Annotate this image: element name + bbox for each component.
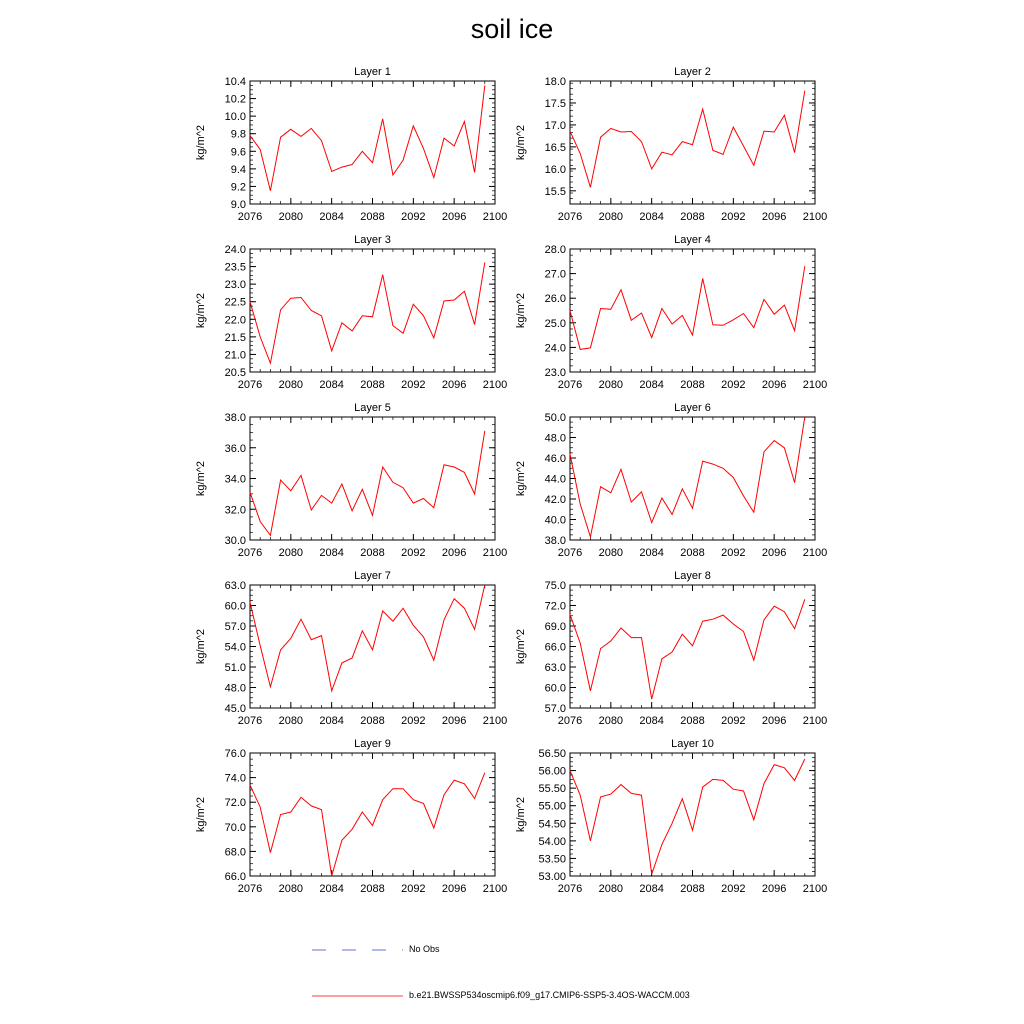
x-tick-label: 2100 [802, 883, 828, 895]
x-tick-label: 2076 [557, 547, 583, 559]
x-tick-label: 2084 [319, 715, 344, 727]
x-tick-label: 2092 [721, 379, 746, 391]
y-tick-label: 55.50 [538, 783, 566, 796]
y-tick-label: 51.0 [224, 662, 246, 674]
x-tick-label: 2096 [441, 211, 467, 223]
y-tick-label: 36.0 [224, 442, 246, 455]
x-tick-label: 2092 [401, 379, 426, 391]
x-tick-label: 2092 [401, 883, 426, 895]
panel-title: Layer 10 [671, 738, 714, 750]
y-tick-label: 28.0 [544, 244, 566, 256]
figure-title: soil ice [470, 14, 554, 44]
x-tick-label: 2080 [278, 715, 304, 727]
y-tick-label: 53.50 [538, 853, 566, 866]
y-axis-label: kg/m^2 [515, 292, 527, 329]
legend-obs-label: No Obs [409, 944, 440, 954]
y-tick-label: 30.0 [224, 535, 246, 547]
y-tick-label: 15.5 [544, 185, 566, 198]
y-axis-label: kg/m^2 [195, 460, 207, 497]
y-tick-label: 63.0 [544, 662, 566, 674]
x-tick-label: 2076 [237, 379, 263, 391]
x-tick-label: 2076 [557, 883, 583, 895]
y-tick-label: 56.00 [538, 765, 566, 778]
x-tick-label: 2088 [680, 547, 705, 559]
x-tick-label: 2096 [761, 379, 787, 391]
y-tick-label: 48.0 [224, 682, 246, 695]
x-tick-label: 2080 [278, 211, 304, 223]
panel-title: Layer 9 [354, 738, 391, 750]
y-tick-label: 24.0 [544, 342, 566, 355]
y-tick-label: 45.0 [224, 703, 246, 715]
x-tick-label: 2096 [441, 715, 467, 727]
x-tick-label: 2076 [557, 715, 583, 727]
x-tick-label: 2092 [721, 211, 746, 223]
y-tick-label: 17.5 [544, 97, 566, 110]
y-tick-label: 34.0 [224, 473, 246, 486]
y-tick-label: 9.4 [230, 163, 246, 176]
x-tick-label: 2096 [761, 211, 787, 223]
x-tick-label: 2084 [319, 379, 344, 391]
x-tick-label: 2092 [721, 715, 746, 727]
x-tick-label: 2080 [598, 715, 624, 727]
panel-title: Layer 4 [674, 234, 711, 246]
y-tick-label: 24.0 [224, 244, 246, 256]
y-tick-label: 42.0 [544, 494, 566, 506]
y-tick-label: 10.2 [224, 93, 246, 106]
y-tick-label: 72.0 [544, 600, 566, 613]
y-tick-label: 23.0 [224, 279, 246, 292]
panel-title: Layer 1 [354, 66, 391, 78]
y-tick-label: 50.0 [544, 412, 566, 424]
y-tick-label: 9.2 [230, 181, 246, 194]
y-axis-label: kg/m^2 [515, 796, 527, 833]
y-axis-label: kg/m^2 [515, 460, 527, 497]
y-tick-label: 10.4 [224, 76, 246, 88]
y-tick-label: 18.0 [544, 76, 566, 88]
y-tick-label: 48.0 [544, 432, 566, 445]
x-tick-label: 2088 [680, 883, 705, 895]
y-tick-label: 54.0 [224, 641, 246, 654]
x-tick-label: 2088 [360, 211, 385, 223]
y-tick-label: 55.00 [538, 800, 566, 813]
x-tick-label: 2100 [802, 211, 828, 223]
x-tick-label: 2080 [278, 547, 304, 559]
x-tick-label: 2100 [482, 379, 508, 391]
y-tick-label: 17.0 [544, 119, 566, 132]
y-tick-label: 16.0 [544, 163, 566, 176]
y-tick-label: 46.0 [544, 453, 566, 465]
y-tick-label: 9.6 [230, 146, 246, 159]
y-tick-label: 76.0 [224, 748, 246, 760]
x-tick-label: 2088 [680, 379, 705, 391]
x-tick-label: 2096 [441, 379, 467, 391]
y-tick-label: 54.00 [538, 835, 566, 848]
x-tick-label: 2088 [360, 883, 385, 895]
y-axis-label: kg/m^2 [195, 628, 207, 665]
y-tick-label: 9.0 [230, 199, 246, 211]
y-tick-label: 25.0 [544, 317, 566, 330]
x-tick-label: 2088 [360, 715, 385, 727]
y-tick-label: 68.0 [224, 846, 246, 859]
y-tick-label: 21.5 [224, 331, 246, 344]
x-tick-label: 2084 [319, 211, 344, 223]
y-tick-label: 54.50 [538, 818, 566, 831]
x-tick-label: 2084 [319, 883, 344, 895]
x-tick-label: 2096 [761, 715, 787, 727]
y-tick-label: 32.0 [224, 504, 246, 517]
y-tick-label: 21.0 [224, 349, 246, 362]
x-tick-label: 2096 [441, 883, 467, 895]
y-tick-label: 60.0 [544, 682, 566, 695]
x-tick-label: 2080 [598, 883, 624, 895]
y-tick-label: 75.0 [544, 580, 566, 592]
x-tick-label: 2076 [237, 883, 263, 895]
x-tick-label: 2084 [639, 379, 664, 391]
y-tick-label: 23.0 [544, 367, 566, 379]
legend-model-label: b.e21.BWSSP534oscmip6.f09_g17.CMIP6-SSP5-3.4OS-WACCM.003 [409, 990, 690, 1000]
x-tick-label: 2092 [401, 547, 426, 559]
x-tick-label: 2092 [401, 715, 426, 727]
x-tick-label: 2100 [482, 547, 508, 559]
x-tick-label: 2096 [441, 547, 467, 559]
x-tick-label: 2100 [482, 211, 508, 223]
y-tick-label: 23.5 [224, 261, 246, 274]
y-axis-label: kg/m^2 [515, 124, 527, 161]
y-tick-label: 38.0 [544, 535, 566, 547]
panel-title: Layer 2 [674, 66, 711, 78]
x-tick-label: 2084 [639, 715, 664, 727]
y-tick-label: 40.0 [544, 514, 566, 527]
y-tick-label: 38.0 [224, 412, 246, 424]
panel-title: Layer 6 [674, 402, 711, 414]
x-tick-label: 2080 [598, 379, 624, 391]
x-tick-label: 2080 [278, 379, 304, 391]
x-tick-label: 2076 [237, 715, 263, 727]
y-tick-label: 70.0 [224, 821, 246, 834]
y-tick-label: 74.0 [224, 772, 246, 785]
x-tick-label: 2100 [482, 715, 508, 727]
x-tick-label: 2100 [802, 379, 828, 391]
y-tick-label: 57.0 [224, 621, 246, 633]
x-tick-label: 2080 [598, 547, 624, 559]
y-axis-label: kg/m^2 [195, 292, 207, 329]
x-tick-label: 2076 [237, 547, 263, 559]
x-tick-label: 2100 [802, 715, 828, 727]
x-tick-label: 2080 [598, 211, 624, 223]
x-tick-label: 2092 [401, 211, 426, 223]
panel-title: Layer 7 [354, 570, 391, 582]
x-tick-label: 2084 [639, 547, 664, 559]
x-tick-label: 2088 [680, 211, 705, 223]
y-tick-label: 16.5 [544, 141, 566, 154]
x-tick-label: 2084 [639, 883, 664, 895]
y-tick-label: 66.0 [224, 871, 246, 883]
y-tick-label: 9.8 [230, 128, 246, 141]
y-tick-label: 72.0 [224, 797, 246, 810]
x-tick-label: 2088 [680, 715, 705, 727]
y-tick-label: 26.0 [544, 293, 566, 306]
y-tick-label: 56.50 [538, 748, 566, 760]
x-tick-label: 2092 [721, 547, 746, 559]
y-tick-label: 63.0 [224, 580, 246, 592]
y-tick-label: 53.00 [538, 871, 566, 883]
y-tick-label: 66.0 [544, 641, 566, 654]
y-tick-label: 44.0 [544, 473, 566, 486]
x-tick-label: 2088 [360, 547, 385, 559]
y-tick-label: 69.0 [544, 621, 566, 633]
x-tick-label: 2076 [237, 211, 263, 223]
panel-title: Layer 5 [354, 402, 391, 414]
panel-title: Layer 8 [674, 570, 711, 582]
y-tick-label: 22.5 [224, 296, 246, 309]
x-tick-label: 2096 [761, 883, 787, 895]
panel-title: Layer 3 [354, 234, 391, 246]
y-tick-label: 10.0 [224, 111, 246, 124]
x-tick-label: 2100 [802, 547, 828, 559]
x-tick-label: 2092 [721, 883, 746, 895]
x-tick-label: 2096 [761, 547, 787, 559]
x-tick-label: 2084 [319, 547, 344, 559]
x-tick-label: 2084 [639, 211, 664, 223]
x-tick-label: 2076 [557, 379, 583, 391]
y-tick-label: 22.0 [224, 314, 246, 327]
y-tick-label: 60.0 [224, 600, 246, 613]
x-tick-label: 2080 [278, 883, 304, 895]
y-axis-label: kg/m^2 [195, 796, 207, 833]
y-tick-label: 27.0 [544, 268, 566, 281]
x-tick-label: 2076 [557, 211, 583, 223]
y-tick-label: 57.0 [544, 703, 566, 715]
x-tick-label: 2100 [482, 883, 508, 895]
y-tick-label: 20.5 [224, 367, 246, 379]
y-axis-label: kg/m^2 [515, 628, 527, 665]
x-tick-label: 2088 [360, 379, 385, 391]
y-axis-label: kg/m^2 [195, 124, 207, 161]
